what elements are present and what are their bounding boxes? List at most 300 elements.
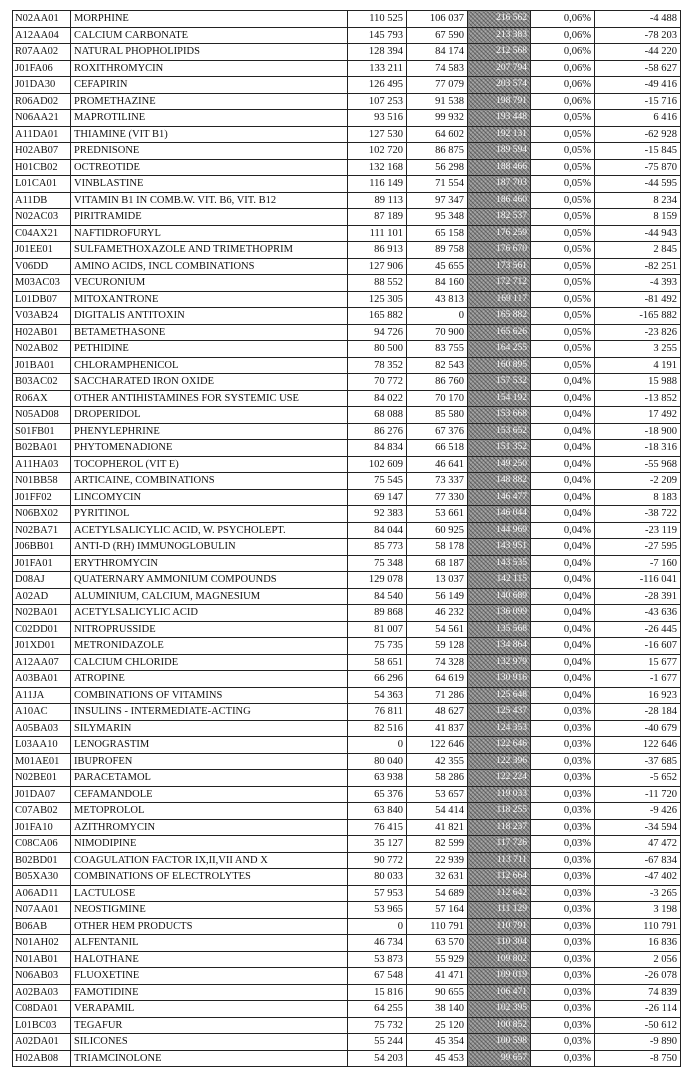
value-period-1-cell: 84 044: [348, 522, 407, 539]
value-period-2-cell: 71 554: [407, 176, 468, 193]
table-row: [13, 423, 681, 440]
total-value-cell: 169 117: [468, 291, 531, 308]
share-percent-cell: 0,05%: [531, 126, 595, 143]
value-period-1-cell: 15 816: [348, 984, 407, 1001]
value-period-1-cell: 70 772: [348, 374, 407, 391]
value-period-1-cell: 58 651: [348, 654, 407, 671]
substance-name-cell: AMINO ACIDS, INCL COMBINATIONS: [71, 258, 348, 275]
total-value-cell: 146 044: [468, 506, 531, 523]
value-period-2-cell: 70 170: [407, 390, 468, 407]
substance-name-cell: TEGAFUR: [71, 1017, 348, 1034]
table-body: [13, 11, 681, 1067]
table-row: [13, 984, 681, 1001]
share-percent-cell: 0,05%: [531, 357, 595, 374]
share-percent-cell: 0,03%: [531, 902, 595, 919]
value-period-1-cell: 84 540: [348, 588, 407, 605]
table-row: [13, 836, 681, 853]
total-value-cell: 118 237: [468, 819, 531, 836]
value-period-2-cell: 86 875: [407, 143, 468, 160]
total-value-cell: 203 574: [468, 77, 531, 94]
difference-cell: 3 255: [595, 341, 681, 358]
difference-cell: -4 393: [595, 275, 681, 292]
value-period-1-cell: 94 726: [348, 324, 407, 341]
table-row: [13, 440, 681, 457]
atc-code-cell: L01CA01: [13, 176, 71, 193]
table-row: [13, 93, 681, 110]
substance-name-cell: CEFAMANDOLE: [71, 786, 348, 803]
atc-code-cell: V06DD: [13, 258, 71, 275]
value-period-2-cell: 63 570: [407, 935, 468, 952]
atc-code-cell: B03AC02: [13, 374, 71, 391]
substance-name-cell: DIGITALIS ANTITOXIN: [71, 308, 348, 325]
value-period-2-cell: 41 821: [407, 819, 468, 836]
substance-name-cell: TOCOPHEROL (VIT E): [71, 456, 348, 473]
atc-code-cell: A02AD: [13, 588, 71, 605]
difference-cell: -26 445: [595, 621, 681, 638]
total-value-cell: 130 916: [468, 671, 531, 688]
atc-code-cell: N01AH02: [13, 935, 71, 952]
atc-code-cell: C04AX21: [13, 225, 71, 242]
value-period-2-cell: 54 414: [407, 803, 468, 820]
difference-cell: -34 594: [595, 819, 681, 836]
table-row: [13, 786, 681, 803]
value-period-2-cell: 54 561: [407, 621, 468, 638]
share-percent-cell: 0,04%: [531, 456, 595, 473]
difference-cell: -23 119: [595, 522, 681, 539]
table-row: [13, 819, 681, 836]
value-period-1-cell: 132 168: [348, 159, 407, 176]
value-period-1-cell: 57 953: [348, 885, 407, 902]
table-row: [13, 258, 681, 275]
value-period-1-cell: 86 913: [348, 242, 407, 259]
value-period-2-cell: 99 932: [407, 110, 468, 127]
table-row: [13, 935, 681, 952]
total-value-cell: 111 129: [468, 902, 531, 919]
value-period-1-cell: 165 882: [348, 308, 407, 325]
total-value-cell: 122 396: [468, 753, 531, 770]
value-period-2-cell: 38 140: [407, 1001, 468, 1018]
value-period-2-cell: 74 583: [407, 60, 468, 77]
share-percent-cell: 0,03%: [531, 753, 595, 770]
total-value-cell: 173 561: [468, 258, 531, 275]
value-period-2-cell: 32 631: [407, 869, 468, 886]
difference-cell: -15 845: [595, 143, 681, 160]
substance-name-cell: MORPHINE: [71, 11, 348, 28]
total-value-cell: 117 726: [468, 836, 531, 853]
difference-cell: -27 595: [595, 539, 681, 556]
table-row: [13, 44, 681, 61]
substance-name-cell: MAPROTILINE: [71, 110, 348, 127]
share-percent-cell: 0,03%: [531, 852, 595, 869]
atc-code-cell: N06AA21: [13, 110, 71, 127]
table-row: [13, 522, 681, 539]
total-value-cell: 160 895: [468, 357, 531, 374]
atc-code-cell: H01CB02: [13, 159, 71, 176]
value-period-2-cell: 70 900: [407, 324, 468, 341]
table-row: [13, 753, 681, 770]
value-period-1-cell: 92 383: [348, 506, 407, 523]
atc-code-cell: N02BA71: [13, 522, 71, 539]
table-row: [13, 671, 681, 688]
substance-name-cell: PETHIDINE: [71, 341, 348, 358]
difference-cell: 16 836: [595, 935, 681, 952]
value-period-1-cell: 127 530: [348, 126, 407, 143]
table-row: [13, 1050, 681, 1067]
share-percent-cell: 0,05%: [531, 225, 595, 242]
share-percent-cell: 0,04%: [531, 522, 595, 539]
total-value-cell: 135 568: [468, 621, 531, 638]
table-row: [13, 572, 681, 589]
value-period-2-cell: 60 925: [407, 522, 468, 539]
value-period-1-cell: 78 352: [348, 357, 407, 374]
substance-name-cell: COMBINATIONS OF VITAMINS: [71, 687, 348, 704]
value-period-2-cell: 67 376: [407, 423, 468, 440]
atc-code-cell: A11JA: [13, 687, 71, 704]
total-value-cell: 142 115: [468, 572, 531, 589]
difference-cell: 6 416: [595, 110, 681, 127]
share-percent-cell: 0,04%: [531, 440, 595, 457]
difference-cell: -28 391: [595, 588, 681, 605]
substance-name-cell: METRONIDAZOLE: [71, 638, 348, 655]
total-value-cell: 100 852: [468, 1017, 531, 1034]
difference-cell: -15 716: [595, 93, 681, 110]
atc-code-cell: M03AC03: [13, 275, 71, 292]
atc-code-cell: A11DA01: [13, 126, 71, 143]
total-value-cell: 165 882: [468, 308, 531, 325]
substance-name-cell: SACCHARATED IRON OXIDE: [71, 374, 348, 391]
value-period-2-cell: 97 347: [407, 192, 468, 209]
value-period-2-cell: 58 178: [407, 539, 468, 556]
substance-name-cell: TRIAMCINOLONE: [71, 1050, 348, 1067]
drug-consumption-table: [12, 10, 681, 1067]
atc-code-cell: H02AB07: [13, 143, 71, 160]
difference-cell: -44 595: [595, 176, 681, 193]
share-percent-cell: 0,05%: [531, 192, 595, 209]
atc-code-cell: J01XD01: [13, 638, 71, 655]
total-value-cell: 176 259: [468, 225, 531, 242]
substance-name-cell: VITAMIN B1 IN COMB.W. VIT. B6, VIT. B12: [71, 192, 348, 209]
atc-code-cell: N02AB02: [13, 341, 71, 358]
total-value-cell: 198 791: [468, 93, 531, 110]
difference-cell: -7 160: [595, 555, 681, 572]
value-period-2-cell: 82 543: [407, 357, 468, 374]
table-row: [13, 357, 681, 374]
table-row: [13, 60, 681, 77]
substance-name-cell: THIAMINE (VIT B1): [71, 126, 348, 143]
share-percent-cell: 0,04%: [531, 621, 595, 638]
value-period-1-cell: 54 363: [348, 687, 407, 704]
table-row: [13, 126, 681, 143]
substance-name-cell: SULFAMETHOXAZOLE AND TRIMETHOPRIM: [71, 242, 348, 259]
total-value-cell: 188 466: [468, 159, 531, 176]
value-period-1-cell: 75 545: [348, 473, 407, 490]
share-percent-cell: 0,04%: [531, 374, 595, 391]
value-period-1-cell: 133 211: [348, 60, 407, 77]
difference-cell: 8 234: [595, 192, 681, 209]
table-row: [13, 489, 681, 506]
atc-code-cell: J06BB01: [13, 539, 71, 556]
share-percent-cell: 0,03%: [531, 918, 595, 935]
value-period-1-cell: 90 772: [348, 852, 407, 869]
total-value-cell: 189 594: [468, 143, 531, 160]
share-percent-cell: 0,05%: [531, 143, 595, 160]
share-percent-cell: 0,03%: [531, 869, 595, 886]
share-percent-cell: 0,04%: [531, 588, 595, 605]
substance-name-cell: PHYTOMENADIONE: [71, 440, 348, 457]
table-row: [13, 506, 681, 523]
table-row: [13, 720, 681, 737]
table-row: [13, 968, 681, 985]
value-period-1-cell: 128 394: [348, 44, 407, 61]
atc-code-cell: R07AA02: [13, 44, 71, 61]
difference-cell: 15 988: [595, 374, 681, 391]
value-period-1-cell: 89 113: [348, 192, 407, 209]
substance-name-cell: NEOSTIGMINE: [71, 902, 348, 919]
difference-cell: -18 900: [595, 423, 681, 440]
substance-name-cell: IBUPROFEN: [71, 753, 348, 770]
atc-code-cell: A11DB: [13, 192, 71, 209]
substance-name-cell: OTHER HEM PRODUCTS: [71, 918, 348, 935]
substance-name-cell: INSULINS - INTERMEDIATE-ACTING: [71, 704, 348, 721]
share-percent-cell: 0,04%: [531, 423, 595, 440]
share-percent-cell: 0,06%: [531, 77, 595, 94]
difference-cell: -3 265: [595, 885, 681, 902]
table-row: [13, 803, 681, 820]
total-value-cell: 153 652: [468, 423, 531, 440]
total-value-cell: 122 646: [468, 737, 531, 754]
table-row: [13, 275, 681, 292]
value-period-1-cell: 65 376: [348, 786, 407, 803]
table-row: [13, 242, 681, 259]
value-period-1-cell: 75 732: [348, 1017, 407, 1034]
share-percent-cell: 0,05%: [531, 324, 595, 341]
total-value-cell: 151 352: [468, 440, 531, 457]
atc-code-cell: J01EE01: [13, 242, 71, 259]
atc-code-cell: N02BE01: [13, 770, 71, 787]
total-value-cell: 122 224: [468, 770, 531, 787]
substance-name-cell: VINBLASTINE: [71, 176, 348, 193]
value-period-1-cell: 84 834: [348, 440, 407, 457]
total-value-cell: 110 304: [468, 935, 531, 952]
value-period-2-cell: 13 037: [407, 572, 468, 589]
difference-cell: 15 677: [595, 654, 681, 671]
table-row: [13, 1034, 681, 1051]
value-period-1-cell: 88 552: [348, 275, 407, 292]
difference-cell: -16 607: [595, 638, 681, 655]
table-row: [13, 687, 681, 704]
share-percent-cell: 0,03%: [531, 984, 595, 1001]
difference-cell: -26 114: [595, 1001, 681, 1018]
value-period-2-cell: 82 599: [407, 836, 468, 853]
share-percent-cell: 0,05%: [531, 291, 595, 308]
share-percent-cell: 0,06%: [531, 60, 595, 77]
value-period-1-cell: 85 773: [348, 539, 407, 556]
atc-code-cell: J01FA10: [13, 819, 71, 836]
difference-cell: -26 078: [595, 968, 681, 985]
substance-name-cell: ROXITHROMYCIN: [71, 60, 348, 77]
value-period-2-cell: 73 337: [407, 473, 468, 490]
table-row: [13, 374, 681, 391]
atc-code-cell: C02DD01: [13, 621, 71, 638]
value-period-2-cell: 77 330: [407, 489, 468, 506]
value-period-1-cell: 145 793: [348, 27, 407, 44]
difference-cell: -4 488: [595, 11, 681, 28]
difference-cell: -11 720: [595, 786, 681, 803]
difference-cell: -165 882: [595, 308, 681, 325]
value-period-2-cell: 41 837: [407, 720, 468, 737]
total-value-cell: 149 250: [468, 456, 531, 473]
substance-name-cell: CHLORAMPHENICOL: [71, 357, 348, 374]
table-row: [13, 341, 681, 358]
value-period-2-cell: 89 758: [407, 242, 468, 259]
value-period-1-cell: 84 022: [348, 390, 407, 407]
table-row: [13, 555, 681, 572]
share-percent-cell: 0,03%: [531, 720, 595, 737]
share-percent-cell: 0,04%: [531, 555, 595, 572]
value-period-2-cell: 56 298: [407, 159, 468, 176]
difference-cell: -1 677: [595, 671, 681, 688]
atc-code-cell: J01FA06: [13, 60, 71, 77]
total-value-cell: 153 668: [468, 407, 531, 424]
atc-code-cell: J01DA07: [13, 786, 71, 803]
substance-name-cell: QUATERNARY AMMONIUM COMPOUNDS: [71, 572, 348, 589]
share-percent-cell: 0,03%: [531, 935, 595, 952]
value-period-1-cell: 80 040: [348, 753, 407, 770]
atc-code-cell: N07AA01: [13, 902, 71, 919]
table-row: [13, 539, 681, 556]
substance-name-cell: VERAPAMIL: [71, 1001, 348, 1018]
table-row: [13, 159, 681, 176]
table-row: [13, 638, 681, 655]
table-row: [13, 407, 681, 424]
atc-code-cell: A06AD11: [13, 885, 71, 902]
atc-code-cell: N02BA01: [13, 605, 71, 622]
total-value-cell: 134 864: [468, 638, 531, 655]
table-row: [13, 77, 681, 94]
value-period-1-cell: 102 720: [348, 143, 407, 160]
share-percent-cell: 0,03%: [531, 1034, 595, 1051]
share-percent-cell: 0,03%: [531, 786, 595, 803]
value-period-2-cell: 46 232: [407, 605, 468, 622]
table-row: [13, 654, 681, 671]
value-period-1-cell: 129 078: [348, 572, 407, 589]
difference-cell: -37 685: [595, 753, 681, 770]
value-period-2-cell: 58 286: [407, 770, 468, 787]
difference-cell: -28 184: [595, 704, 681, 721]
value-period-1-cell: 126 495: [348, 77, 407, 94]
table-row: [13, 225, 681, 242]
value-period-2-cell: 55 929: [407, 951, 468, 968]
difference-cell: 8 183: [595, 489, 681, 506]
value-period-2-cell: 45 453: [407, 1050, 468, 1067]
substance-name-cell: DROPERIDOL: [71, 407, 348, 424]
value-period-2-cell: 64 619: [407, 671, 468, 688]
substance-name-cell: NATURAL PHOPHOLIPIDS: [71, 44, 348, 61]
substance-name-cell: NAFTIDROFURYL: [71, 225, 348, 242]
value-period-1-cell: 35 127: [348, 836, 407, 853]
difference-cell: -2 209: [595, 473, 681, 490]
substance-name-cell: VECURONIUM: [71, 275, 348, 292]
difference-cell: -78 203: [595, 27, 681, 44]
share-percent-cell: 0,03%: [531, 770, 595, 787]
value-period-1-cell: 76 811: [348, 704, 407, 721]
total-value-cell: 146 477: [468, 489, 531, 506]
share-percent-cell: 0,04%: [531, 687, 595, 704]
difference-cell: 2 056: [595, 951, 681, 968]
substance-name-cell: PREDNISONE: [71, 143, 348, 160]
substance-name-cell: FAMOTIDINE: [71, 984, 348, 1001]
value-period-2-cell: 85 580: [407, 407, 468, 424]
substance-name-cell: BETAMETHASONE: [71, 324, 348, 341]
value-period-2-cell: 84 160: [407, 275, 468, 292]
table-row: [13, 605, 681, 622]
total-value-cell: 140 689: [468, 588, 531, 605]
share-percent-cell: 0,03%: [531, 836, 595, 853]
value-period-1-cell: 66 296: [348, 671, 407, 688]
share-percent-cell: 0,06%: [531, 27, 595, 44]
substance-name-cell: SILICONES: [71, 1034, 348, 1051]
value-period-1-cell: 86 276: [348, 423, 407, 440]
difference-cell: -47 402: [595, 869, 681, 886]
value-period-2-cell: 122 646: [407, 737, 468, 754]
difference-cell: 122 646: [595, 737, 681, 754]
atc-code-cell: B02BA01: [13, 440, 71, 457]
total-value-cell: 207 794: [468, 60, 531, 77]
atc-code-cell: B06AB: [13, 918, 71, 935]
atc-code-cell: A02DA01: [13, 1034, 71, 1051]
table-row: [13, 621, 681, 638]
difference-cell: 110 791: [595, 918, 681, 935]
table-row: [13, 588, 681, 605]
table-row: [13, 308, 681, 325]
total-value-cell: 193 448: [468, 110, 531, 127]
share-percent-cell: 0,03%: [531, 704, 595, 721]
value-period-2-cell: 67 590: [407, 27, 468, 44]
table-row: [13, 852, 681, 869]
value-period-2-cell: 54 689: [407, 885, 468, 902]
total-value-cell: 157 532: [468, 374, 531, 391]
total-value-cell: 154 192: [468, 390, 531, 407]
table-row: [13, 11, 681, 28]
value-period-2-cell: 74 328: [407, 654, 468, 671]
value-period-2-cell: 0: [407, 308, 468, 325]
difference-cell: -43 636: [595, 605, 681, 622]
atc-code-cell: R06AD02: [13, 93, 71, 110]
substance-name-cell: ARTICAINE, COMBINATIONS: [71, 473, 348, 490]
table-row: [13, 27, 681, 44]
difference-cell: -5 652: [595, 770, 681, 787]
difference-cell: -13 852: [595, 390, 681, 407]
atc-code-cell: A03BA01: [13, 671, 71, 688]
share-percent-cell: 0,04%: [531, 671, 595, 688]
share-percent-cell: 0,06%: [531, 93, 595, 110]
value-period-2-cell: 22 939: [407, 852, 468, 869]
value-period-2-cell: 59 128: [407, 638, 468, 655]
difference-cell: -58 627: [595, 60, 681, 77]
value-period-1-cell: 75 348: [348, 555, 407, 572]
atc-code-cell: A12AA07: [13, 654, 71, 671]
substance-name-cell: CEFAPIRIN: [71, 77, 348, 94]
total-value-cell: 112 664: [468, 869, 531, 886]
share-percent-cell: 0,03%: [531, 819, 595, 836]
share-percent-cell: 0,05%: [531, 209, 595, 226]
atc-code-cell: L03AA10: [13, 737, 71, 754]
value-period-1-cell: 69 147: [348, 489, 407, 506]
share-percent-cell: 0,03%: [531, 1017, 595, 1034]
value-period-2-cell: 25 120: [407, 1017, 468, 1034]
value-period-1-cell: 107 253: [348, 93, 407, 110]
difference-cell: -9 426: [595, 803, 681, 820]
